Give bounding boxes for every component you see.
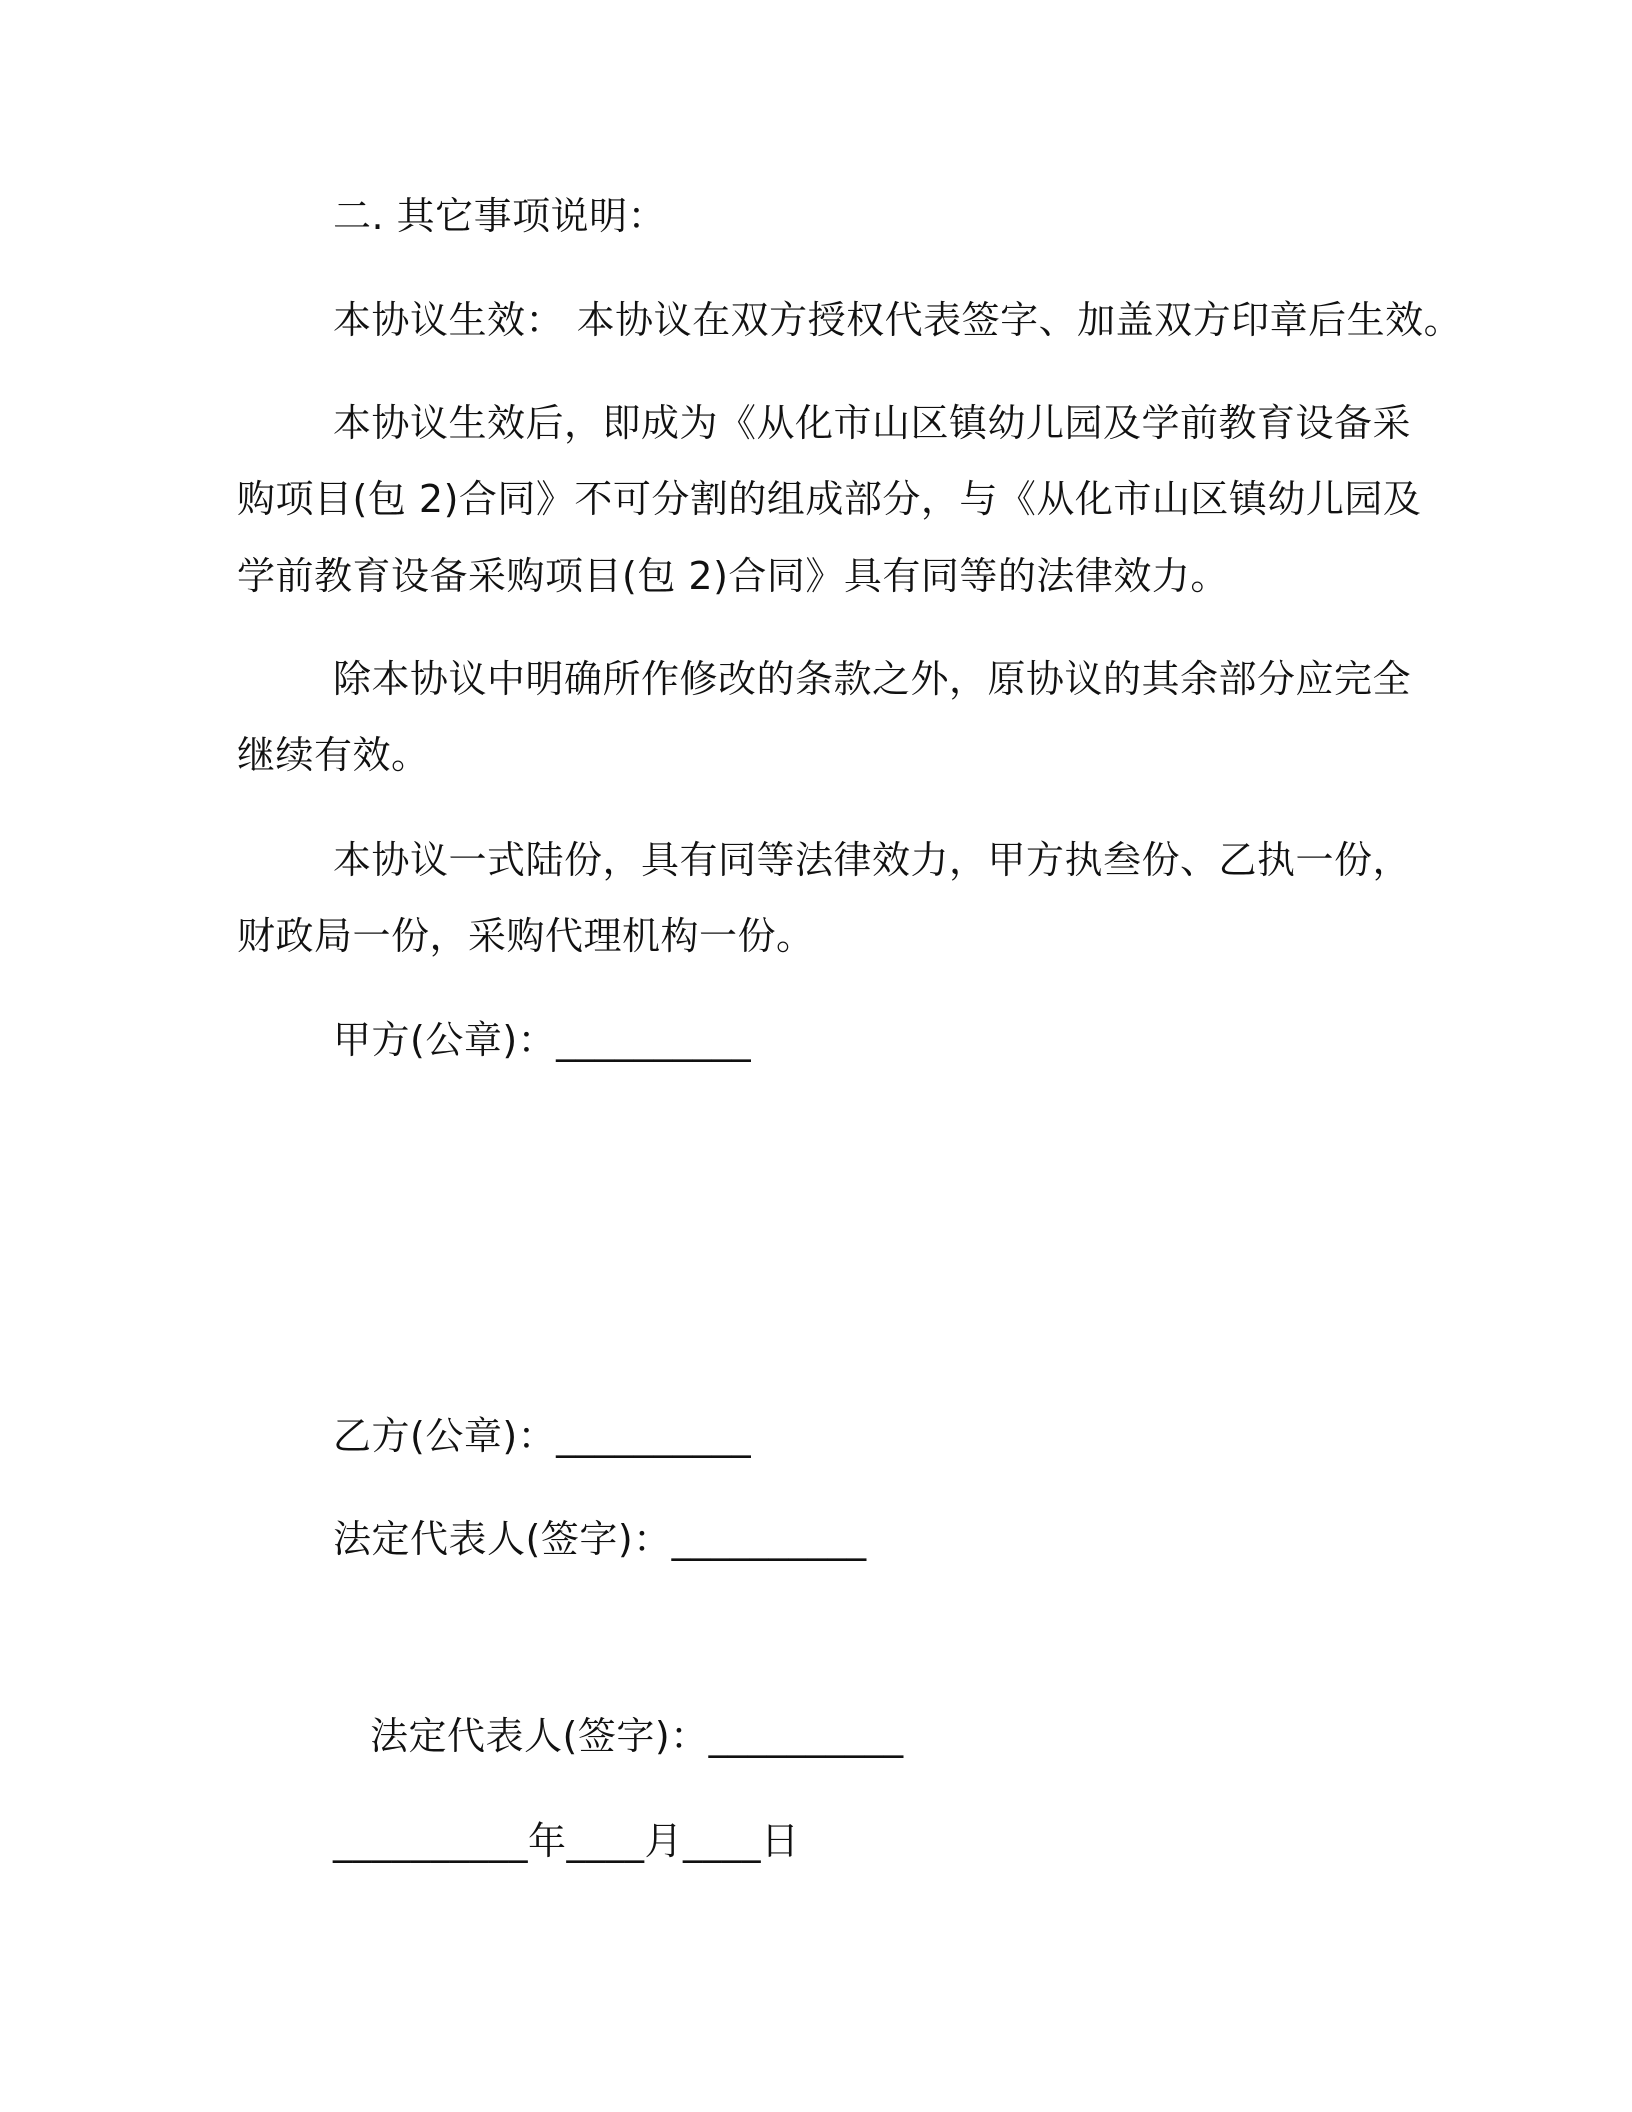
legal-representative-signature-1: 法定代表人(签字)：__________ bbox=[333, 1517, 867, 1561]
paragraph-part-of-contract-line-2: 购项目(包 2)合同》不可分割的组成部分，与《从化市山区镇幼儿园及 bbox=[237, 477, 1422, 521]
paragraph-copies-line-1: 本协议一式陆份，具有同等法律效力，甲方执叁份、乙执一份， bbox=[333, 838, 1412, 882]
paragraph-remaining-valid-line-1: 除本协议中明确所作修改的条款之外，原协议的其余部分应完全 bbox=[333, 657, 1412, 701]
paragraph-part-of-contract-line-3: 学前教育设备采购项目(包 2)合同》具有同等的法律效力。 bbox=[237, 554, 1229, 598]
date-field: __________年____月____日 bbox=[333, 1819, 800, 1863]
legal-representative-signature-2: 法定代表人(签字)：__________ bbox=[370, 1714, 904, 1758]
paragraph-part-of-contract-line-1: 本协议生效后，即成为《从化市山区镇幼儿园及学前教育设备采 bbox=[333, 401, 1412, 445]
party-b-seal-field: 乙方(公章)：__________ bbox=[333, 1414, 752, 1458]
paragraph-remaining-valid-line-2: 继续有效。 bbox=[237, 733, 430, 777]
paragraph-copies-line-2: 财政局一份，采购代理机构一份。 bbox=[237, 914, 815, 958]
party-a-seal-field: 甲方(公章)：__________ bbox=[333, 1018, 752, 1062]
section-heading: 二. 其它事项说明： bbox=[333, 194, 667, 238]
paragraph-effect: 本协议生效： 本协议在双方授权代表签字、加盖双方印章后生效。 bbox=[333, 298, 1463, 342]
